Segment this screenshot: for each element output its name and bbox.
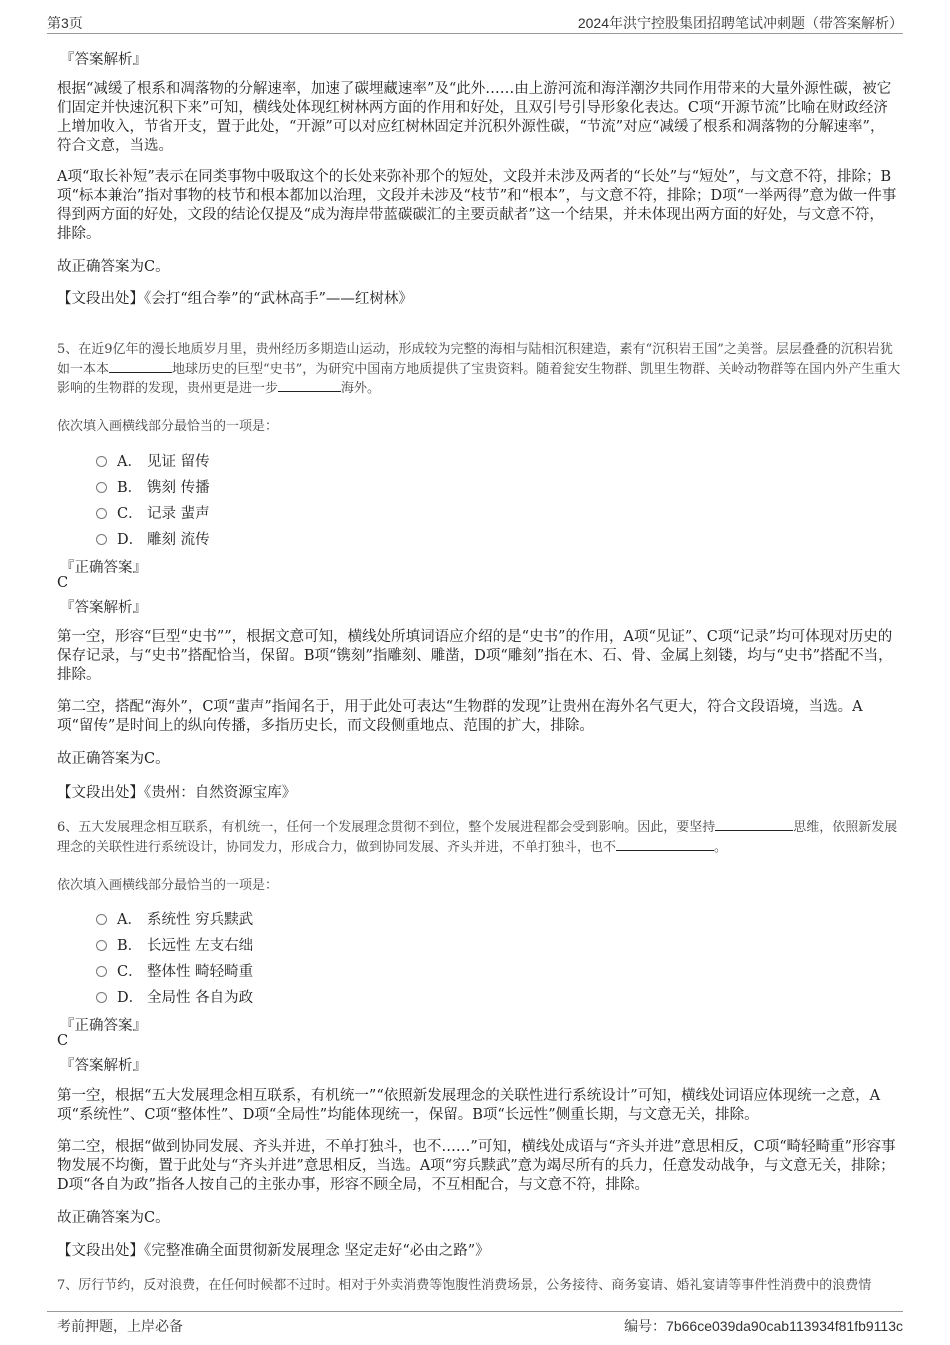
q6-conclusion: 故正确答案为C。 [57, 1210, 170, 1226]
q6-option-b[interactable]: B． 长远性 左支右绌 [96, 934, 253, 955]
q6-blank-1 [715, 818, 793, 831]
page-number: 第3页 [47, 15, 83, 31]
page-footer [47, 1311, 903, 1336]
q6-ask: 依次填入画横线部分最恰当的一项是： [57, 878, 279, 893]
q5-source: 【文段出处】《贵州：自然资源宝库》 [57, 785, 297, 801]
q5-option-c[interactable]: C． 记录 蜚声 [96, 502, 210, 523]
q5-answer: C [57, 575, 69, 591]
q4-conclusion: 故正确答案为C。 [57, 259, 170, 275]
q5-option-a[interactable]: A． 见证 留传 [96, 450, 210, 471]
page-header [47, 11, 903, 34]
footer-slogan: 考前押题，上岸必备 [57, 1318, 183, 1334]
q5-option-d[interactable]: D． 雕刻 流传 [96, 528, 210, 549]
q6-analysis-p1: 第一空，根据“五大发展理念相互联系，有机统一”“依照新发展理念的关联性进行系统设计”可知，横线处词语应体现统一之意，A项“系统性”、C项“整体性”、D项“全局性”均能体现统一，保留。B项“长远性”侧重长期，与文意无关，排除。 [57, 1088, 881, 1123]
q5-ask: 依次填入画横线部分最恰当的一项是： [57, 419, 279, 434]
q5-analysis-p2: 第二空，搭配“海外”，C项“蜚声”指闻名于，用于此处可表达“生物群的发现”让贵州在海外名气更大，符合文段语境，当选。A项“留传”是时间上的纵向传播，多指历史长，而文段侧重地点、范围的扩大，排除。 [57, 699, 863, 734]
q5-answer-label: 『正确答案』 [60, 560, 147, 576]
q6-answer-label: 『正确答案』 [60, 1018, 147, 1034]
q6-option-a[interactable]: A． 系统性 穷兵黩武 [96, 908, 253, 929]
q6-analysis-p2: 第二空，根据“做到协同发展、齐头并进，不单打独斗，也不……”可知，横线处成语与“齐头并进”意思相反，C项“畸轻畸重”形容事物发展不均衡，置于此处与“齐头并进”意思相反，当选。A项“穷兵黩武”意为竭尽所有的兵力，任意发动战争，与文意无关，排除；D项“各自为政”指各人按自己的主张办事，形容不顾全局，不互相配合，与文意不符，排除。 [57, 1139, 896, 1193]
q5-analysis-label: 『答案解析』 [60, 600, 147, 616]
q6-source: 【文段出处】《完整准确全面贯彻新发展理念 坚定走好“必由之路”》 [57, 1243, 490, 1259]
q5-blank-1 [109, 360, 172, 373]
q4-analysis-p1: 根据“减缓了根系和凋落物的分解速率，加速了碳埋藏速率”及“此外……由上游河流和海洋潮汐共同作用带来的大量外源性碳，被它们固定并快速沉积下来”可知，横线处体现红树林两方面的作用和好处，且双引号引导形象化表达。C项“开源节流”比喻在财政经济上增加收入，节省开支，置于此处，“开源”可以对应红树林固定并沉积外源性碳，“节流”对应“减缓了根系和凋落物的分解速率”，符合文意，当选。 [57, 81, 892, 154]
document-title: 2024年洪宁控股集团招聘笔试冲刺题（带答案解析） [577, 15, 903, 31]
radio-icon[interactable] [96, 940, 107, 951]
radio-icon[interactable] [96, 966, 107, 977]
q5-conclusion: 故正确答案为C。 [57, 751, 170, 767]
q4-analysis-label: 『答案解析』 [60, 52, 147, 68]
radio-icon[interactable] [96, 482, 107, 493]
q6-stem: 6、五大发展理念相互联系，有机统一，任何一个发展理念贯彻不到位，整个发展进程都会受到影响。因此，要坚持 思维，依照新发展理念的关联性进行系统设计，协同发力，形成合力，做到协同发展、齐头并进，不单打独斗，也不 。 [57, 820, 898, 855]
q6-analysis-label: 『答案解析』 [60, 1058, 147, 1074]
q6-blank-2 [616, 838, 714, 851]
radio-icon[interactable] [96, 456, 107, 467]
radio-icon[interactable] [96, 992, 107, 1003]
q4-source: 【文段出处】《会打“组合拳”的“武林高手”——红树林》 [57, 291, 413, 307]
q7-stem: 7、厉行节约，反对浪费，在任何时候都不过时。相对于外卖消费等饱腹性消费场景，公务接待、商务宴请、婚礼宴请等事件性消费中的浪费情 [57, 1278, 872, 1293]
q5-option-b[interactable]: B． 镌刻 传播 [96, 476, 210, 497]
q5-blank-2 [278, 379, 341, 392]
q5-stem: 5、在近9亿年的漫长地质岁月里，贵州经历多期造山运动，形成较为完整的海相与陆相沉积建造，素有“沉积岩王国”之美誉。层层叠叠的沉积岩犹如一本本 地球历史的巨型“史书”，为研究中国南方地质提供了宝贵资料。随着瓮安生物群、凯里生物群、关岭动物群等在国内外产生重大影响的生物群的发现，贵州更是进一步 海外。 [57, 342, 901, 396]
q4-analysis-p2: A项“取长补短”表示在同类事物中吸取这个的长处来弥补那个的短处，文段并未涉及两者的“长处”与“短处”，与文意不符，排除；B项“标本兼治”指对事物的枝节和根本都加以治理，文段并未涉及“枝节”和“根本”，与文意不符，排除；D项“一举两得”意为做一件事得到两方面的好处，文段的结论仅提及“成为海岸带蓝碳碳汇的主要贡献者”这一个结果，并未体现出两方面的好处，与文意不符，排除。 [57, 169, 897, 242]
q5-analysis-p1: 第一空，形容“巨型“史书””，根据文意可知，横线处所填词语应介绍的是“史书”的作用，A项“见证”、C项“记录”均可体现对历史的保存记录，与“史书”搭配恰当，保留。B项“镌刻”指雕刻、雕凿，D项“雕刻”指在木、石、骨、金属上刻镂，均与“史书”搭配不当，排除。 [57, 629, 893, 683]
radio-icon[interactable] [96, 534, 107, 545]
radio-icon[interactable] [96, 914, 107, 925]
q6-answer: C [57, 1033, 69, 1049]
q6-option-d[interactable]: D． 全局性 各自为政 [96, 986, 253, 1007]
q6-option-c[interactable]: C． 整体性 畸轻畸重 [96, 960, 253, 981]
radio-icon[interactable] [96, 508, 107, 519]
document-id: 编号：7b66ce039da90cab113934f81fb9113c [624, 1318, 903, 1334]
